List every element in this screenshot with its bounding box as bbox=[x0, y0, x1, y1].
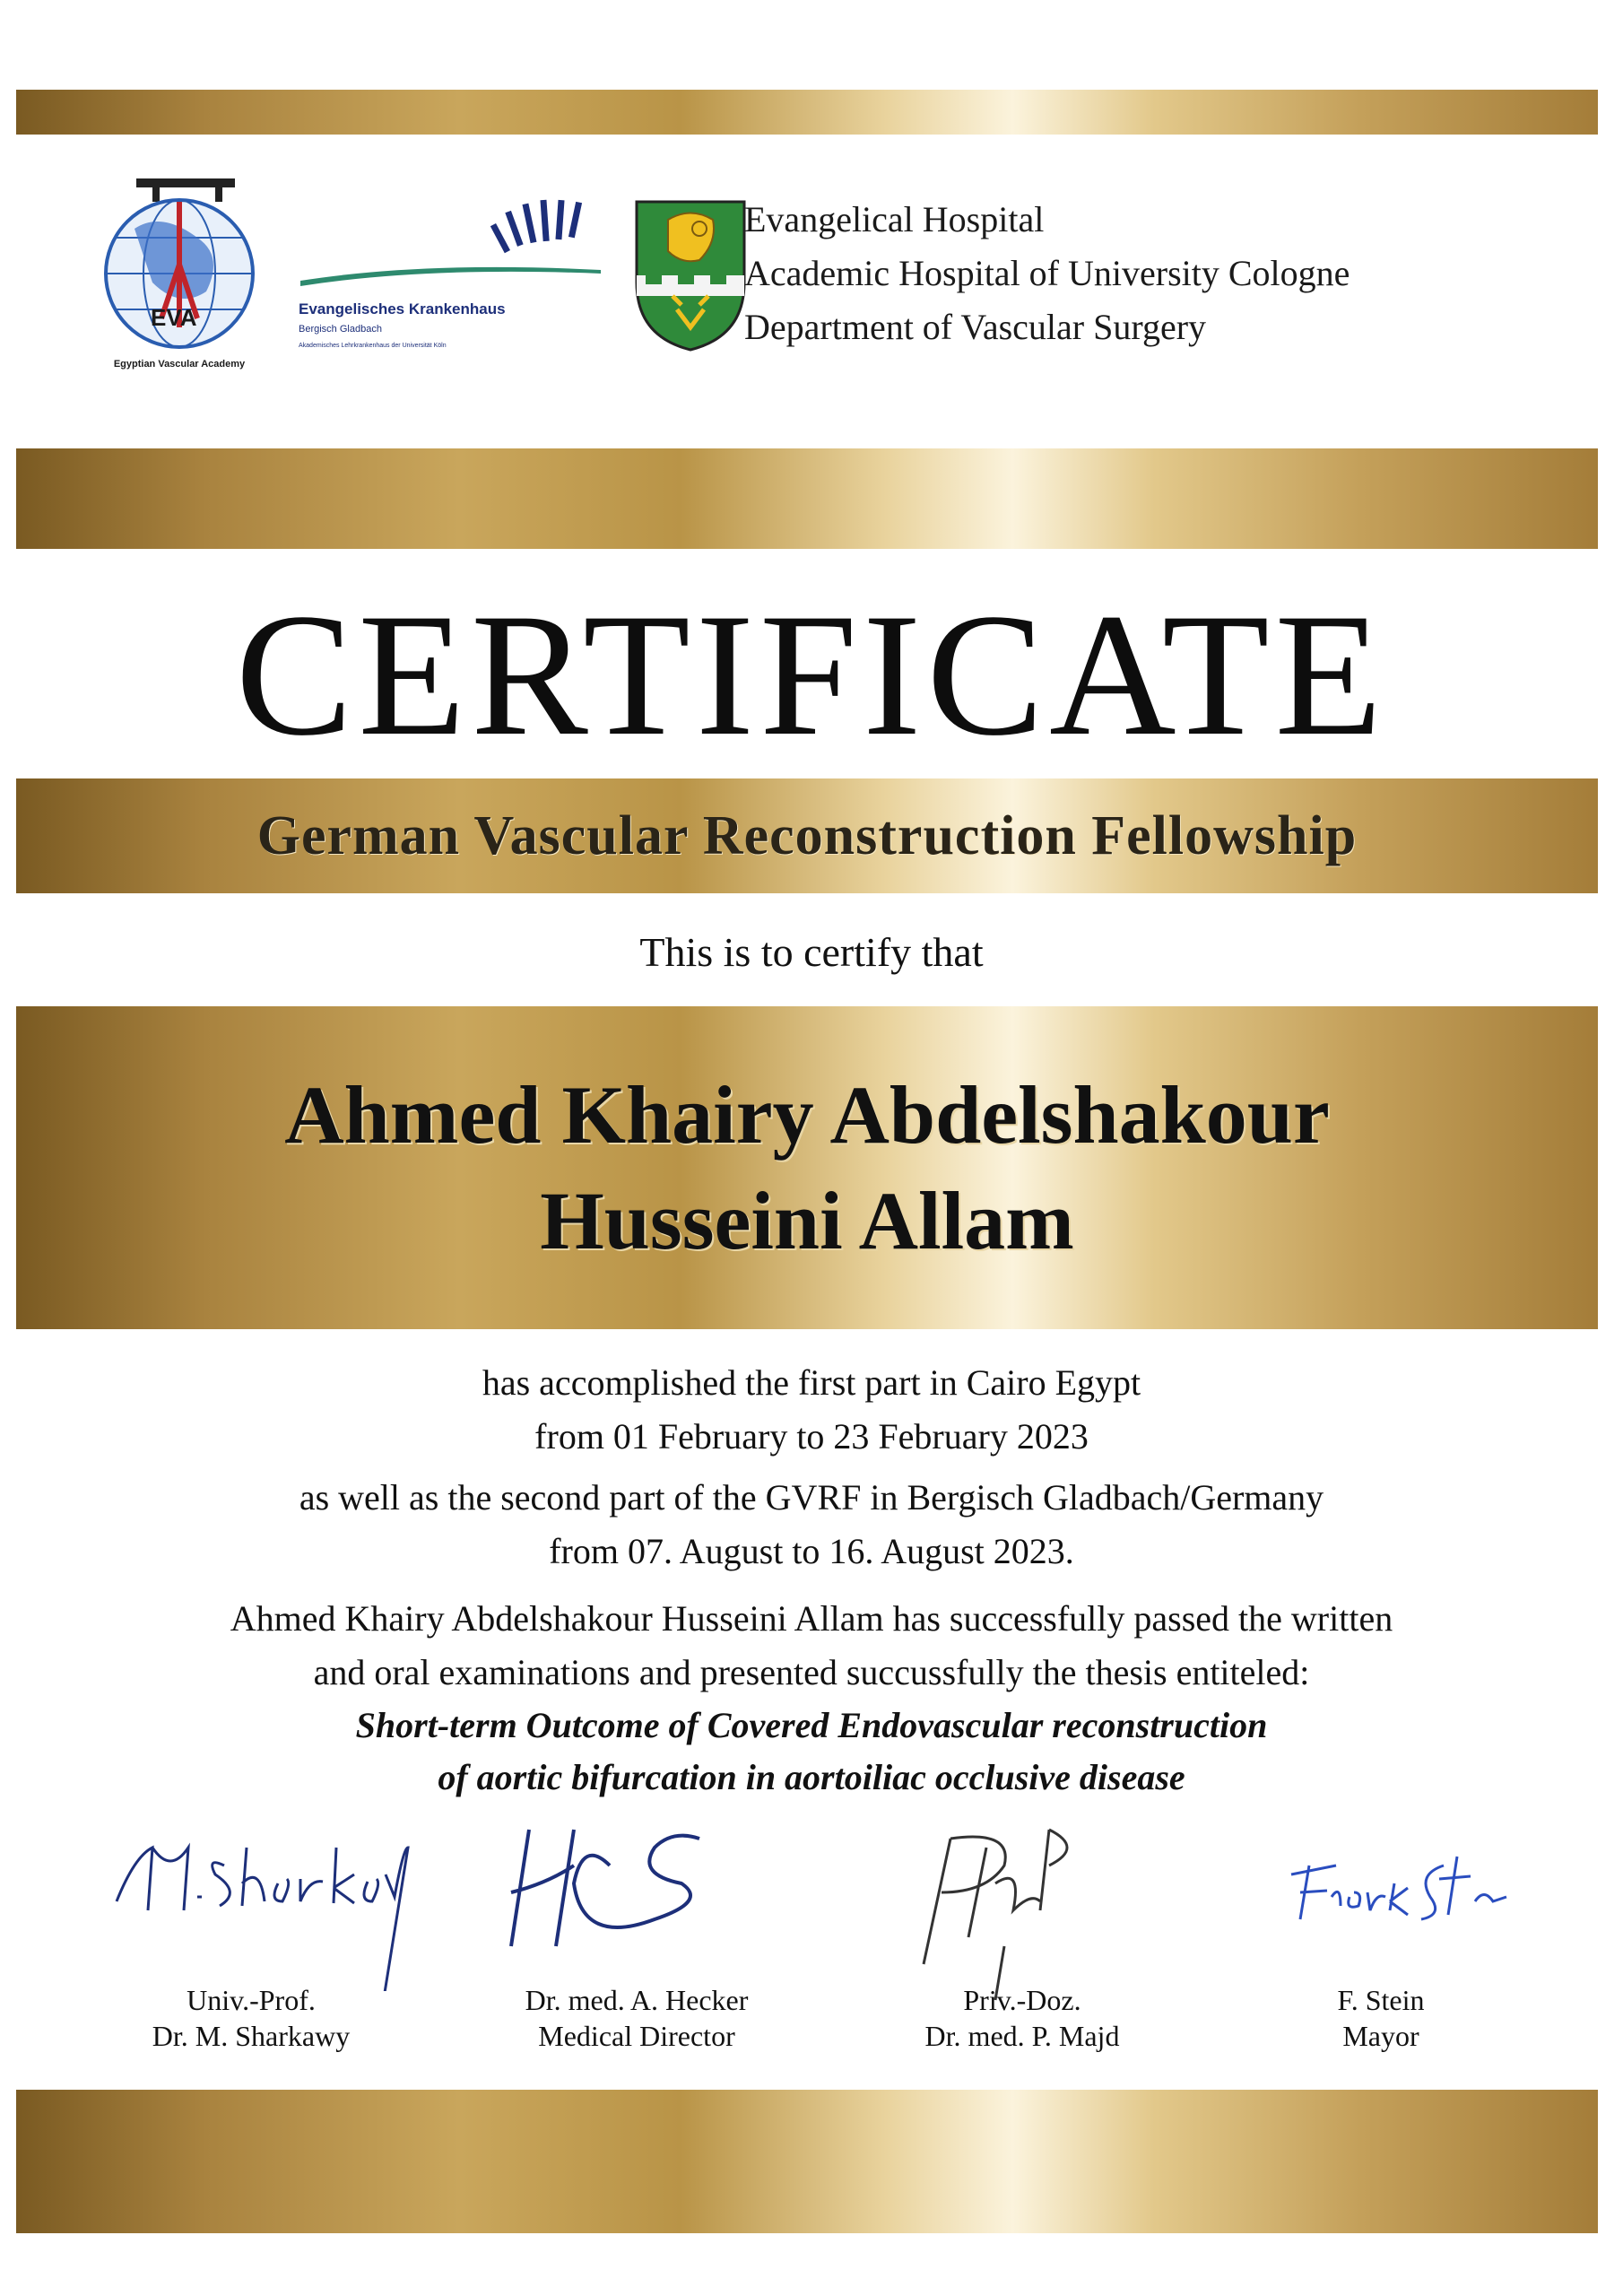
signature-majd bbox=[879, 1812, 1166, 2009]
signature-stein bbox=[1237, 1812, 1524, 1991]
exam-paragraph bbox=[0, 1592, 1623, 1804]
recipient-name-line2: Husseini Allam bbox=[540, 1175, 1074, 1266]
svg-text:EVA: EVA bbox=[151, 304, 197, 331]
ek-logo bbox=[291, 184, 610, 372]
institution-name: Evangelical Hospital bbox=[744, 199, 1045, 239]
svg-text:Bergisch Gladbach: Bergisch Gladbach bbox=[299, 324, 382, 335]
gold-band-bottom bbox=[16, 2090, 1598, 2233]
gold-band-upper bbox=[16, 448, 1598, 549]
coat-of-arms-crest bbox=[628, 193, 753, 354]
certify-statement: This is to certify that bbox=[639, 929, 984, 975]
gold-band-recipient bbox=[16, 1006, 1598, 1329]
first-part-line1: has accomplished the first part in Cairo Egypt bbox=[482, 1362, 1141, 1403]
first-part-dates: from 01 February to 23 February 2023 bbox=[534, 1416, 1089, 1457]
signature-hecker bbox=[475, 1812, 798, 1991]
institution-affiliation: Academic Hospital of University Cologne bbox=[744, 253, 1350, 293]
signatory-1-title: Univ.-Prof. bbox=[187, 1984, 316, 2016]
exam-line1: Ahmed Khairy Abdelshakour Husseini Allam has successfully passed the written bbox=[230, 1598, 1393, 1639]
exam-line2: and oral examinations and presented succussfully the thesis entiteled: bbox=[313, 1652, 1310, 1692]
recipient-name-line1: Ahmed Khairy Abdelshakour bbox=[284, 1069, 1330, 1161]
gold-band-top bbox=[16, 90, 1598, 135]
signature-sharkawy bbox=[99, 1812, 421, 1991]
signatory-2-title: Dr. med. A. Hecker bbox=[525, 1984, 749, 2016]
thesis-title-line1: Short-term Outcome of Covered Endovascular reconstruction bbox=[355, 1705, 1268, 1745]
signatory-4-name: Mayor bbox=[1342, 2020, 1419, 2052]
second-part-paragraph bbox=[0, 1471, 1623, 1578]
certificate-title: CERTIFICATE bbox=[235, 578, 1388, 772]
logo-row bbox=[99, 175, 726, 381]
svg-text:Akademisches Lehrkrankenhaus d: Akademisches Lehrkrankenhaus der Universität Köln bbox=[299, 343, 447, 349]
signatory-2-name: Medical Director bbox=[538, 2020, 735, 2052]
svg-text:Egyptian Vascular Academy: Egyptian Vascular Academy bbox=[113, 359, 246, 370]
signatory-3-name: Dr. med. P. Majd bbox=[924, 2020, 1120, 2052]
second-part-dates: from 07. August to 16. August 2023. bbox=[549, 1531, 1074, 1571]
signatory-3-title: Priv.-Doz. bbox=[963, 1984, 1081, 2016]
institution-block bbox=[744, 193, 1350, 354]
eva-logo bbox=[99, 175, 260, 372]
institution-department: Department of Vascular Surgery bbox=[744, 307, 1207, 347]
svg-text:Evangelisches Krankenhaus: Evangelisches Krankenhaus bbox=[299, 300, 506, 317]
second-part-line1: as well as the second part of the GVRF in Bergisch Gladbach/Germany bbox=[299, 1477, 1324, 1518]
gold-band-fellowship bbox=[16, 778, 1598, 893]
signatory-1-name: Dr. M. Sharkawy bbox=[152, 2020, 351, 2052]
signatory-4-title: F. Stein bbox=[1337, 1984, 1425, 2016]
fellowship-title: German Vascular Reconstruction Fellowship bbox=[256, 804, 1358, 866]
thesis-title-line2: of aortic bifurcation in aortoiliac occlusive disease bbox=[438, 1757, 1185, 1797]
first-part-paragraph bbox=[0, 1356, 1623, 1464]
